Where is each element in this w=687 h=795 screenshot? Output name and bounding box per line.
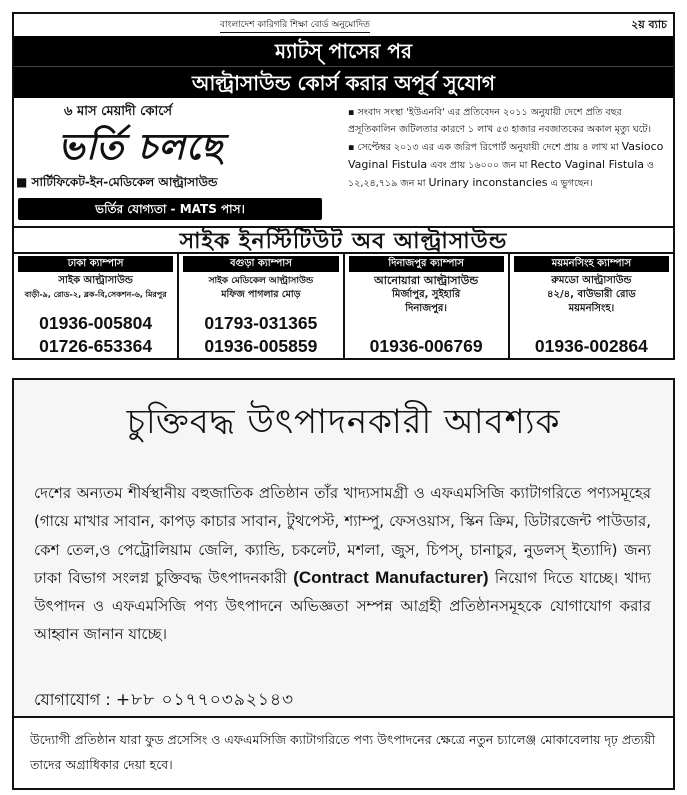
news-text-2b: Vasioco Vaginal Fistula <box>348 140 664 171</box>
campus-phone-2: 01726-653364 <box>39 336 153 356</box>
news-text-1: সংবাদ সংস্থা 'ইউএনবি' এর প্রতিবেদন ২০১১ অনুযায়ী দেশে প্রতি বছর প্রসূতিকালিন জটিলতার কারণে ১ লাখ ৫৩ হাজার নবজাতকের অকাল মৃত্যু ঘটে। <box>348 107 652 135</box>
headline-line-1: ম্যাটস্ পাসের পর <box>14 36 673 66</box>
certificate-text: সার্টিফিকেট-ইন-মেডিকেল আল্ট্রাসাউন্ড <box>31 175 218 189</box>
campus-center: আনোয়ারা আল্ট্রাসাউন্ড <box>374 274 479 287</box>
campus-phone-1: 01936-005804 <box>39 313 153 333</box>
qualification-banner: ভর্তির যোগ্যতা - MATS পাস। <box>18 198 322 220</box>
campus-dinajpur <box>345 254 510 360</box>
campus-phone-1: 01793-031365 <box>204 313 318 333</box>
news-text-2d: Recto Vaginal Fistula <box>530 158 645 171</box>
campus-address: ৪২/৪, বাউভারী রোড <box>547 289 636 300</box>
news-paragraph-1: ▪ সংবাদ সংস্থা 'ইউএনবি' এর প্রতিবেদন ২০১১ অনুযায়ী দেশে প্রতি বছর প্রসূতিকালিন জটিলতার কারণে ১ লাখ ৫৩ হাজার নবজাতকের অকাল মৃত্যু ঘটে। <box>348 107 652 135</box>
ad-top-strip <box>14 14 673 36</box>
ultrasound-course-ad <box>12 12 675 360</box>
course-duration: ৬ মাস মেয়াদী কোর্সে <box>64 104 173 119</box>
campus-center: সাইক আল্ট্রাসাউন্ড <box>58 275 133 286</box>
admission-info <box>14 98 344 226</box>
campus-list <box>14 254 673 360</box>
campus-phone-1: 01936-006769 <box>369 336 483 356</box>
contract-manufacturer-ad <box>12 378 675 790</box>
campus-phones <box>510 335 673 358</box>
contact-label: যোগাযোগ : <box>34 690 111 709</box>
campus-bogura <box>179 254 344 360</box>
campus-mymensingh <box>510 254 673 360</box>
certificate-course-name: ■ সার্টিফিকেট-ইন-মেডিকেল আল্ট্রাসাউন্ড <box>16 175 218 189</box>
campus-name: ময়মনসিংহ ক্যাম্পাস <box>514 256 669 272</box>
campus-address: বাড়ী-৯, রোড-২, ব্লক-বি,সেকশন-৬, মিরপুর <box>24 290 167 299</box>
contact-line <box>34 687 294 715</box>
campus-name: দিনাজপুর ক্যাম্পাস <box>349 256 504 272</box>
body-text-2: নিয়োগ দিতে যাচ্ছে। খাদ্য উৎপাদন ও এফএমসিজি পণ্য উৎপাদনে অভিজ্ঞতা সম্পন্ন আগ্রহী প্রতিষ্ঠানসমূহকে যোগাযোগ করার আহ্বান জানান যাচ্ছে। <box>34 568 651 644</box>
campus-city: দিনাজপুর। <box>405 303 448 314</box>
ad-body <box>34 479 651 649</box>
campus-address: মফিজ পাগলার মোড় <box>221 289 301 300</box>
campus-dhaka <box>14 254 179 360</box>
contact-phone: +৮৮ ০১৭৭০৩৯২১৪৩ <box>115 690 295 710</box>
campus-name: বগুড়া ক্যাম্পাস <box>183 256 338 272</box>
footer-note-box <box>14 716 673 788</box>
headline-line-2: আল্ট্রাসাউন্ড কোর্স করার অপূর্ব সুযোগ <box>14 66 673 98</box>
campus-phone-1: 01936-002864 <box>534 336 648 356</box>
news-text-2c: এবং প্রায় ১৬০০০ জন মা <box>430 160 528 171</box>
campus-phone-2: 01936-005859 <box>204 336 318 356</box>
body-text-1: দেশের অন্যতম শীর্ষস্থানীয় বহুজাতিক প্রতিষ্ঠান তাঁর খাদ্যসামগ্রী ও এফএমসিজি ক্যাটাগরিতে পণ্যসমূহের (গায়ে মাখার সাবান, কাপড় কাচার সাবান, টুথপেস্ট, শ্যাম্পু, ফেসওয়াস, স্কিন ক্রিম, ডিটারজেন্ট পাউডার, কেশ তেল,ও পেট্রোলিয়াম জেলি, ক্যান্ডি, চকলেট, মশলা, জুস, চিপস্, চানাচুর, নুডলস্ ইত্যাদি) জন্য ঢাকা বিভাগ সংলগ্ন চুক্তিবদ্ধ উৎপাদনকারী <box>34 484 651 587</box>
campus-address: মির্জাপুর, সুইহারি <box>392 289 461 300</box>
campus-phones <box>179 312 342 358</box>
body-english-term: (Contract Manufacturer) <box>293 567 489 587</box>
news-text-2g: এ ভুগছেন। <box>550 178 593 189</box>
ad-middle-section <box>14 98 673 226</box>
institute-name: সাইক ইনস্টিটিউট অব আল্ট্রাসাউন্ড <box>14 226 673 254</box>
news-text-2f: Urinary inconstancies <box>428 176 548 189</box>
campus-phones <box>345 335 508 358</box>
news-text-2a: সেপ্টেম্বর ২০১৩ এর এক জরিপ রিপোর্ট অনুযায়ী দেশে প্রায় ৪ লাখ মা <box>357 142 619 153</box>
news-text-2e: ও ১২,২৪,৭১৯ জন মা <box>348 160 655 189</box>
footer-note: উদ্যোগী প্রতিষ্ঠান যারা ফুড প্রসেসিং ও এফএমসিজি ক্যাটাগরিতে পণ্য উৎপাদনের ক্ষেত্রে নতুন চ্যালেঞ্জ মোকাবেলায় দৃঢ় প্রত্যয়ী তাদের অগ্রাধিকার দেয়া হবে। <box>30 732 656 772</box>
approval-text: বাংলাদেশ কারিগরি শিক্ষা বোর্ড অনুমোদিত <box>220 17 370 33</box>
admission-ongoing-title: ভর্তি চলছে <box>58 126 224 168</box>
news-statistics <box>344 98 675 226</box>
campus-name: ঢাকা ক্যাম্পাস <box>18 256 173 272</box>
campus-center: সাইক মেডিকেল আল্ট্রাসাউন্ড <box>208 276 314 286</box>
campus-city: ময়মনসিংহ। <box>568 303 615 314</box>
batch-label: ২য় ব্যাচ <box>631 18 667 31</box>
ad-title: চুক্তিবদ্ধ উৎপাদনকারী আবশ্যক <box>126 402 561 442</box>
campus-phones <box>14 312 177 358</box>
campus-center: রুমডো আল্ট্রাসাউন্ড <box>551 275 632 286</box>
news-paragraph-2: ▪ সেপ্টেম্বর ২০১৩ এর এক জরিপ রিপোর্ট অনুযায়ী দেশে প্রায় ৪ লাখ মা Vasioco Vaginal Fistula এবং প্রায় ১৬০০০ জন মা Recto Vaginal Fistula ও ১২,২৪,৭১৯ জন মা Urinary inconstancies এ ভুগছেন। <box>348 140 664 189</box>
